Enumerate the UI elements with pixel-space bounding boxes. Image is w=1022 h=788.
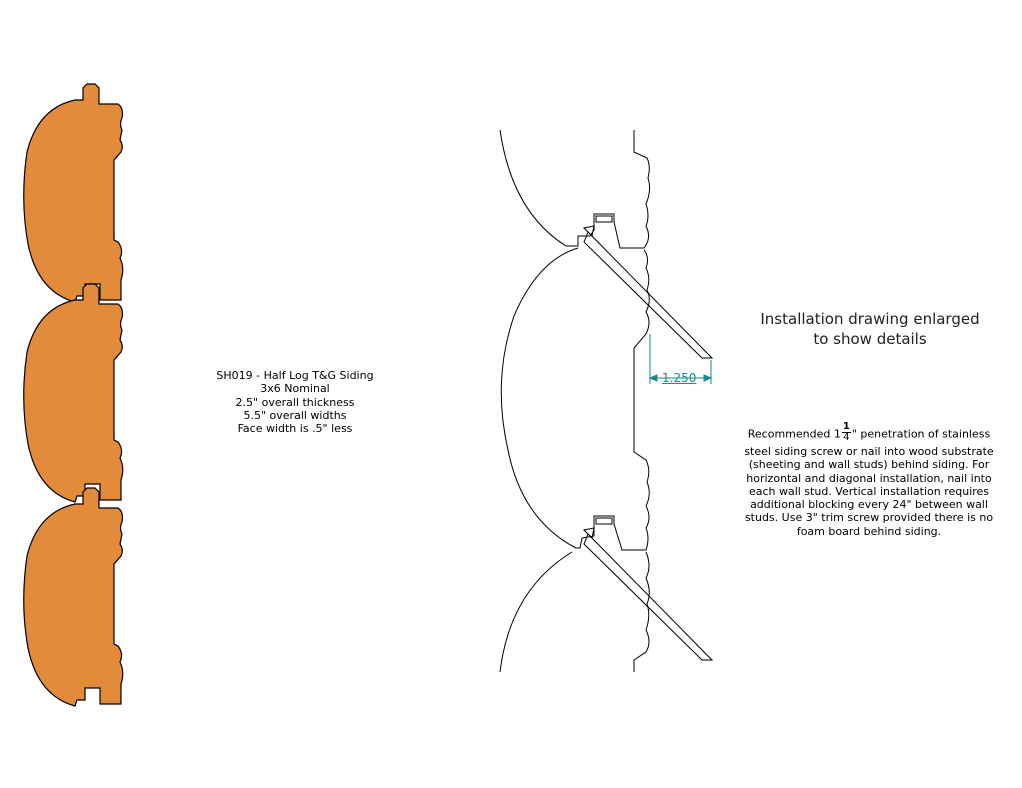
installation-notes [738,421,1000,538]
upper-log-outline [500,130,650,248]
enlarged-note [740,309,1000,349]
product-spec-block [195,369,395,435]
log-profile-stack [24,84,123,706]
spec-title: SH019 - Half Log T&G Siding [216,369,374,382]
dimension-label: 1.250 [662,371,697,385]
log-profile-bottom [24,488,123,706]
log-profile-middle [24,284,123,502]
enlarged-note-line1: Installation drawing enlarged [760,310,980,328]
enlarged-note-line2: to show details [813,330,927,348]
spec-width: 5.5" overall widths [243,408,347,422]
notes-suffix: " penetration of stainless [851,427,991,441]
upper-screw [584,232,712,358]
fraction-denominator: 4 [843,432,850,443]
spec-nominal: 3x6 Nominal [260,382,330,396]
notes-first-line [738,421,1000,445]
spec-thickness: 2.5" overall thickness [235,395,355,409]
spec-face-width: Face width is .5" less [237,422,353,436]
notes-line: studs. Use 3" trim screw provided there is no [744,511,994,525]
notes-line: each wall stud. Vertical installation requires [748,484,990,498]
notes-line: (sheeting and wall studs) behind siding. For [748,458,990,472]
notes-line: horizontal and diagonal installation, nail into [746,471,992,485]
lower-screw [584,534,712,660]
upper-screw-head [584,226,594,236]
installation-detail [500,130,712,672]
notes-line: foam board behind siding. [796,524,942,538]
dimension-arrow-left [650,375,657,381]
upper-tongue-detail [596,216,612,222]
lower-tongue-detail [596,518,612,524]
notes-line: additional blocking every 24" between wall [750,498,988,512]
dimension-arrow-right [704,375,711,381]
middle-log-outline [501,248,649,550]
lower-log-outline [500,552,649,672]
fraction-numerator: 1 [842,421,850,432]
fraction-one-quarter [842,422,851,443]
log-profile-top [24,84,123,302]
notes-prefix: Recommended 1 [747,427,841,441]
notes-line: steel siding screw or nail into wood substrate [744,445,994,458]
